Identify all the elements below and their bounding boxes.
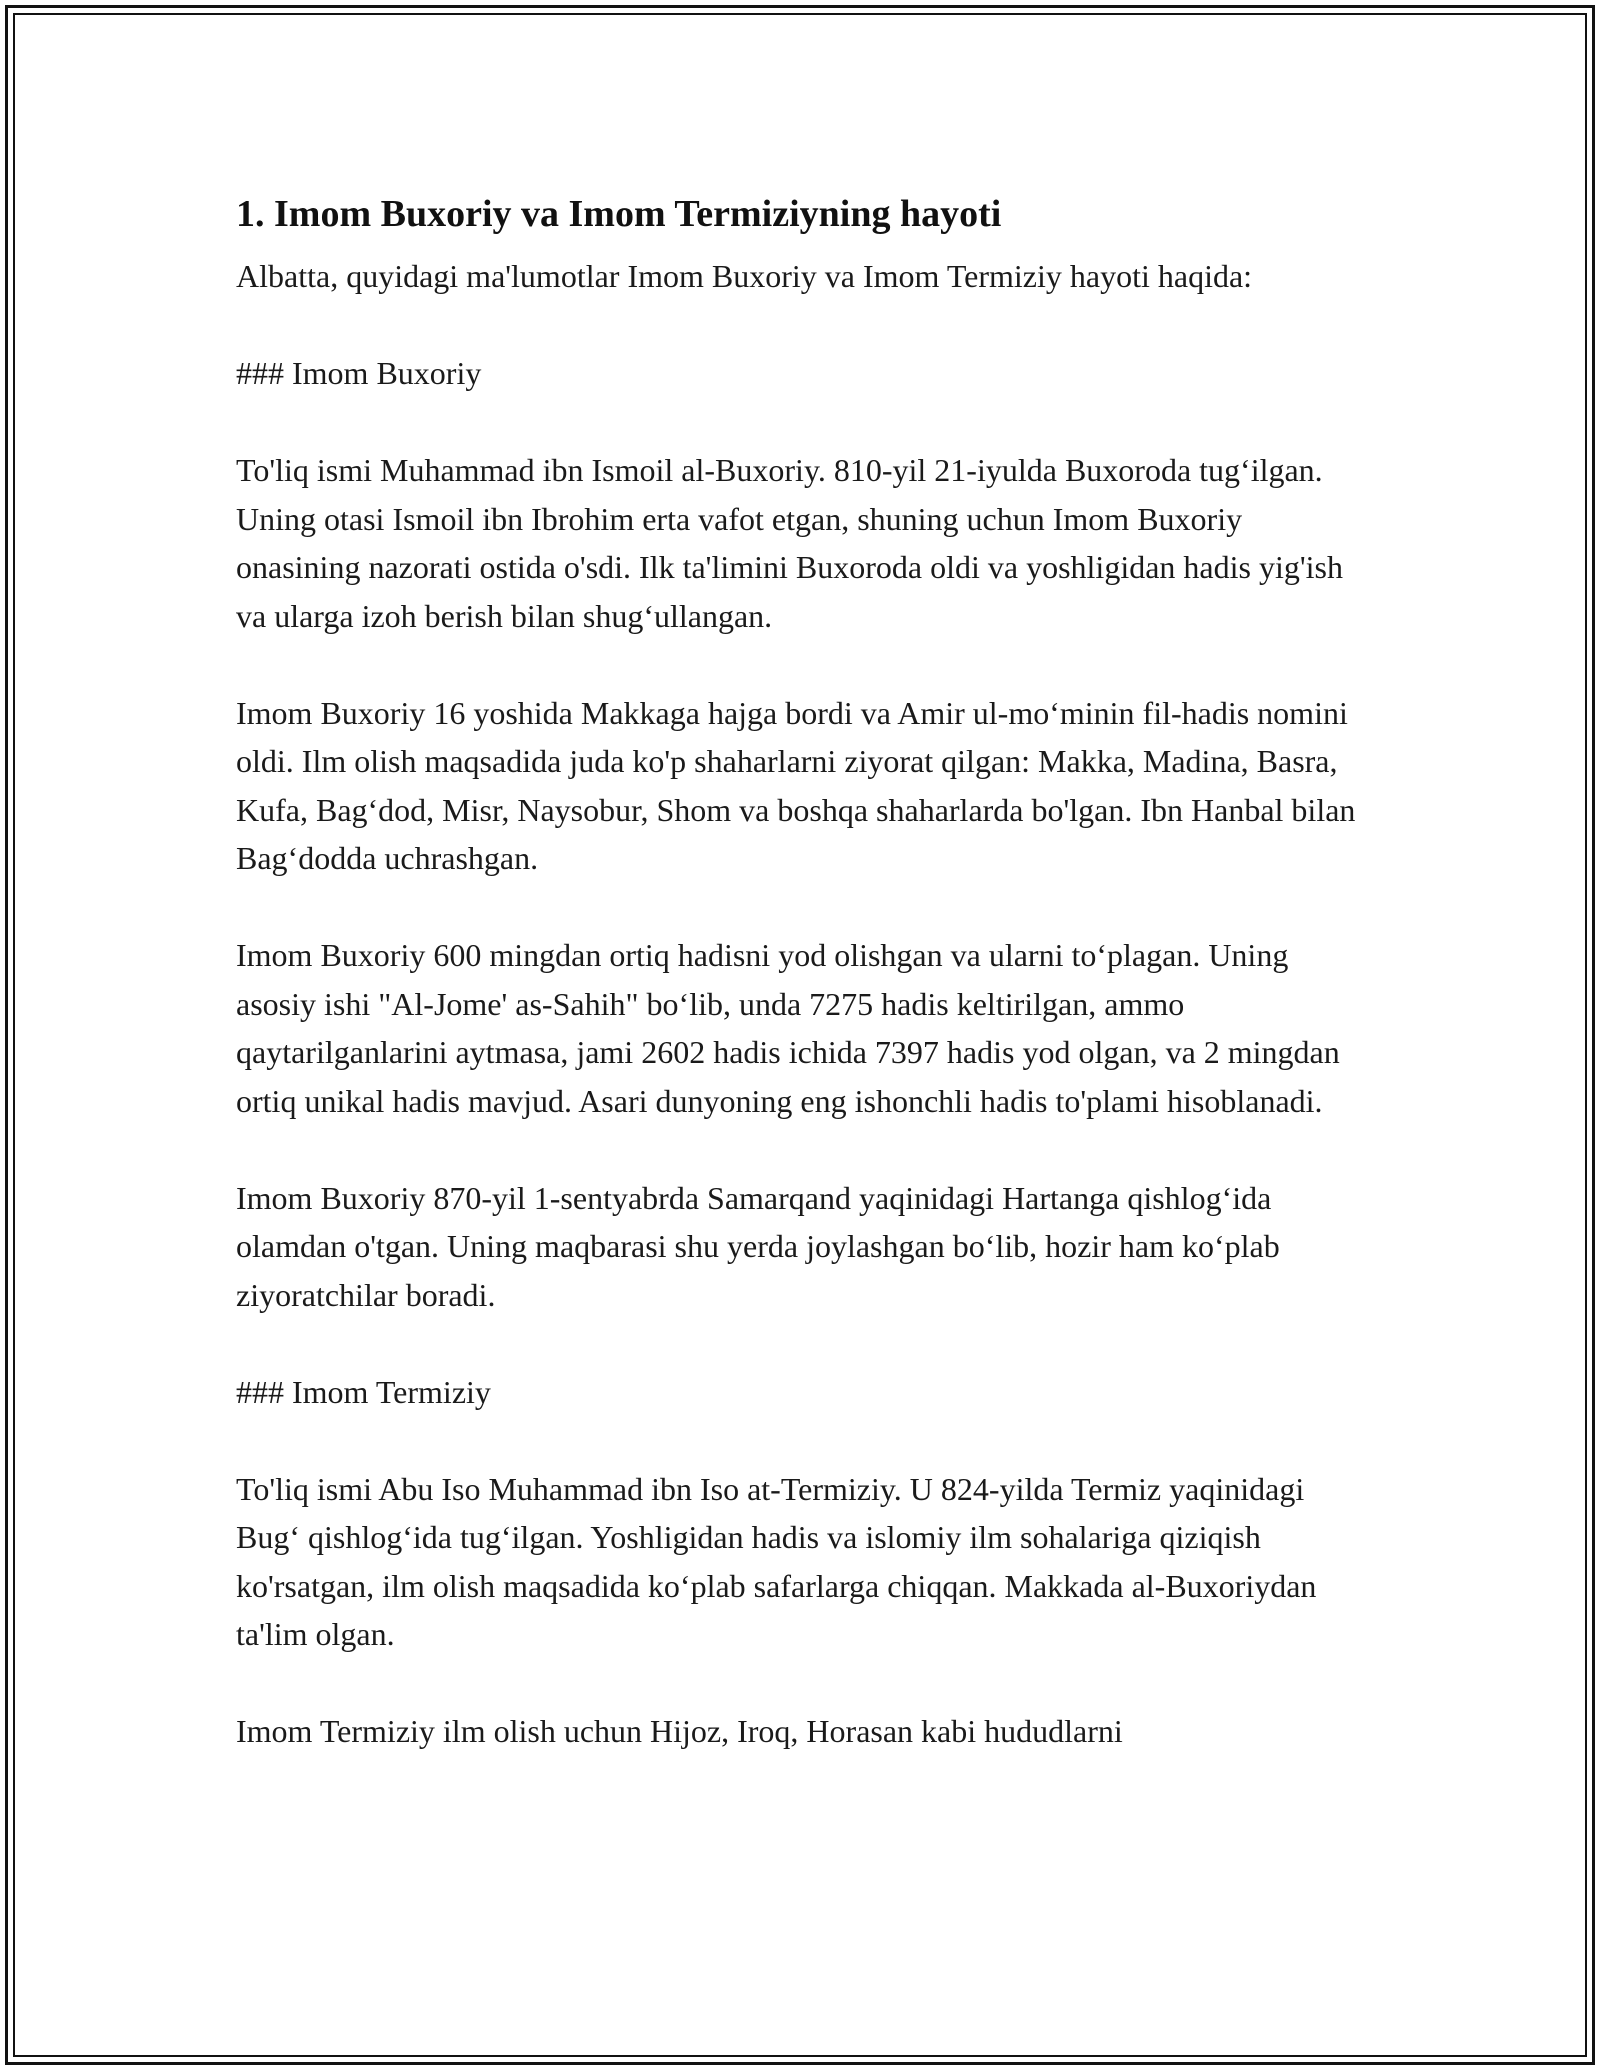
section-heading-termiziy: ### Imom Termiziy [236,1373,491,1410]
paragraph-buxoriy-travels: Imom Buxoriy 16 yoshida Makkaga hajga bordi va Amir ul-mo‘minin fil-hadis nomini oldi. Ilm olish maqsadida juda ko'p shaharlarni ziyorat qilgan: Makka, Madina, Basra, Kufa, Bag‘dod, Misr, Naysobur, Shom va boshqa shaharlarda bo'lgan. Ibn Hanbal bilan Bag‘dodda uchrashgan. [236,694,1356,876]
paragraph-buxoriy-works: Imom Buxoriy 600 mingdan ortiq hadisni yod olishgan va ularni to‘plagan. Uning asosiy ishi "Al-Jome' as-Sahih" bo‘lib, unda 7275 hadis keltirilgan, ammo qaytarilganlarini aytmasa, jami 2602 hadis ichida 7397 hadis yod olgan, va 2 mingdan ortiq unikal hadis mavjud. Asari dunyoning eng ishonchli hadis to'plami hisoblanadi. [236,937,1340,1119]
paragraph-buxoriy-birth: To'liq ismi Muhammad ibn Ismoil al-Buxoriy. 810-yil 21-iyulda Buxoroda tug‘ilgan. Uning otasi Ismoil ibn Ibrohim erta vafot etgan, shuning uchun Imom Buxoriy onasining nazorati ostida o'sdi. Ilk ta'limini Buxoroda oldi va yoshligidan hadis yig'ish va ularga izoh berish bilan shug‘ullangan. [236,452,1343,634]
intro-paragraph: Albatta, quyidagi ma'lumotlar Imom Buxoriy va Imom Termiziy hayoti haqida: [236,258,1253,294]
paragraph-buxoriy-death: Imom Buxoriy 870-yil 1-sentyabrda Samarqand yaqinidagi Hartanga qishlog‘ida olamdan o'tgan. Uning maqbarasi shu yerda joylashgan bo‘lib, hozir ham ko‘plab ziyoratchilar boradi. [236,1179,1280,1313]
document-title: 1. Imom Buxoriy va Imom Termiziyning hayoti [236,193,1002,235]
section-heading-buxoriy: ### Imom Buxoriy [236,355,482,391]
paragraph-termiziy-travels: Imom Termiziy ilm olish uchun Hijoz, Iroq, Horasan kabi hududlarni [236,1713,1123,1749]
document-body [236,188,1366,1804]
paragraph-termiziy-birth: To'liq ismi Abu Iso Muhammad ibn Iso at-Termiziy. U 824-yilda Termiz yaqinidagi Bug‘ qishlog‘ida tug‘ilgan. Yoshligidan hadis va islomiy ilm sohalariga qiziqish ko'rsatgan, ilm olish maqsadida ko‘plab safarlarga chiqqan. Makkada al-Buxoriydan ta'lim olgan. [236,1470,1317,1652]
